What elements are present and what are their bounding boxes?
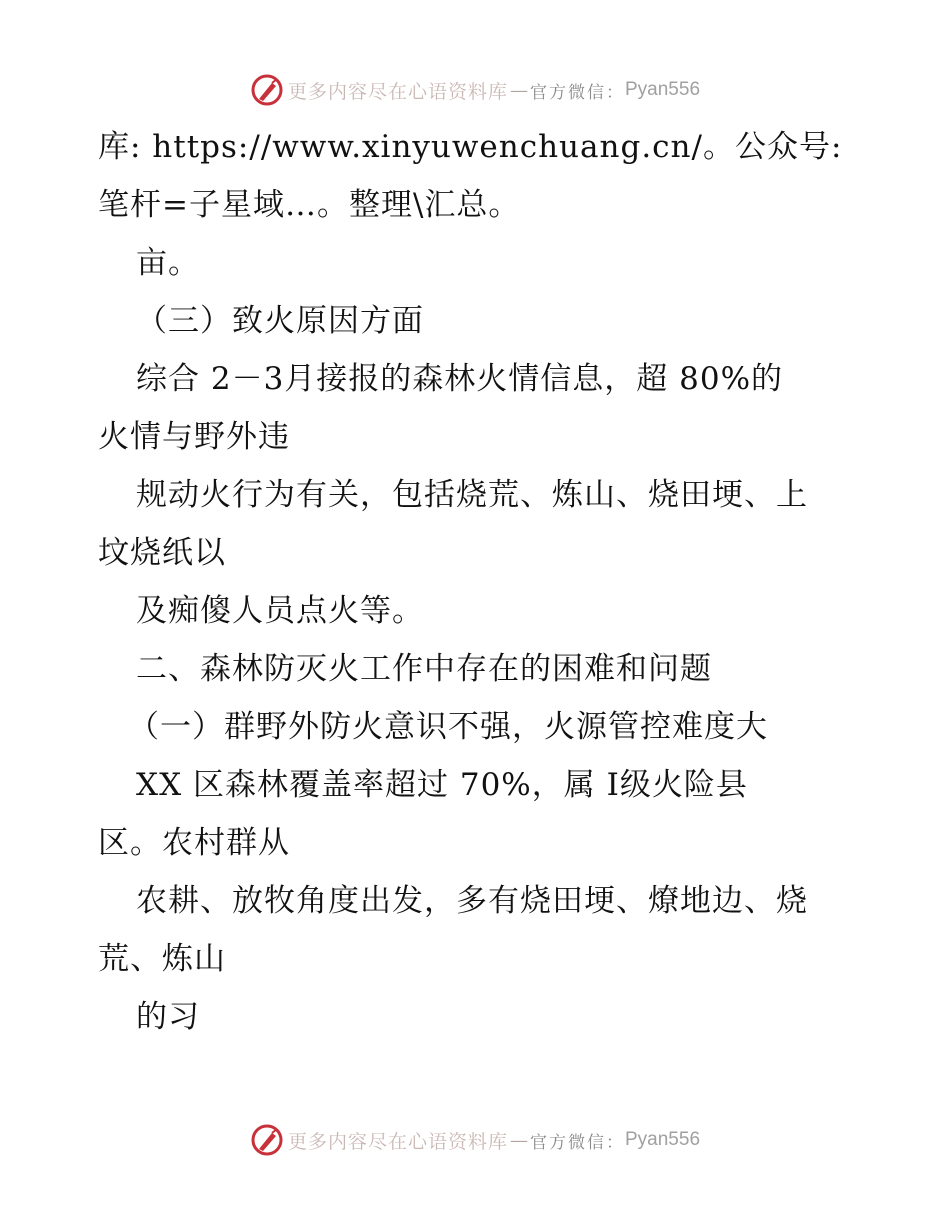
footer-separator: — [510, 1129, 528, 1151]
text-line: 笔杆=子星域…。整理\汇总。 [98, 187, 521, 223]
header-title: 更多内容尽在心语资料库 [287, 80, 508, 103]
text-line: 坟烧纸以 [98, 535, 226, 571]
text-line: XX 区森林覆盖率超过 70%，属 I级火险县 [136, 767, 748, 803]
header-watermark [0, 70, 950, 110]
text-line: 库: https://www.xinyuwenchuang.cn/。公众号: [98, 129, 843, 165]
text-line: 亩。 [136, 245, 200, 281]
footer-label: 官方微信： [530, 1132, 625, 1153]
header-wechat-id: Pyan556 [625, 79, 701, 100]
header-label: 官方微信： [530, 82, 625, 103]
footer-watermark [0, 1120, 950, 1160]
section-heading: 二、森林防灭火工作中存在的困难和问题 [136, 651, 712, 687]
text-line: 农耕、放牧角度出发，多有烧田埂、燎地边、烧 [136, 883, 808, 919]
text-line: 的习 [136, 999, 200, 1035]
section-heading: （三）致火原因方面 [136, 303, 424, 339]
quill-logo-icon [250, 73, 284, 107]
text-line: 综合 2－3月接报的森林火情信息，超 80%的 [136, 361, 784, 397]
subsection-heading: （一）群野外防火意识不强，火源管控难度大 [128, 709, 768, 745]
text-line: 区。农村群从 [98, 825, 290, 861]
footer-wechat-id: Pyan556 [625, 1129, 701, 1150]
document-body [98, 118, 868, 1046]
text-line: 荒、炼山 [98, 941, 226, 977]
text-line: 规动火行为有关，包括烧荒、炼山、烧田埂、上 [136, 477, 808, 513]
quill-logo-icon [250, 1123, 284, 1157]
footer-title: 更多内容尽在心语资料库 [287, 1130, 508, 1153]
text-line: 火情与野外违 [98, 419, 290, 455]
text-line: 及痴傻人员点火等。 [136, 593, 424, 629]
header-separator: — [510, 79, 528, 101]
